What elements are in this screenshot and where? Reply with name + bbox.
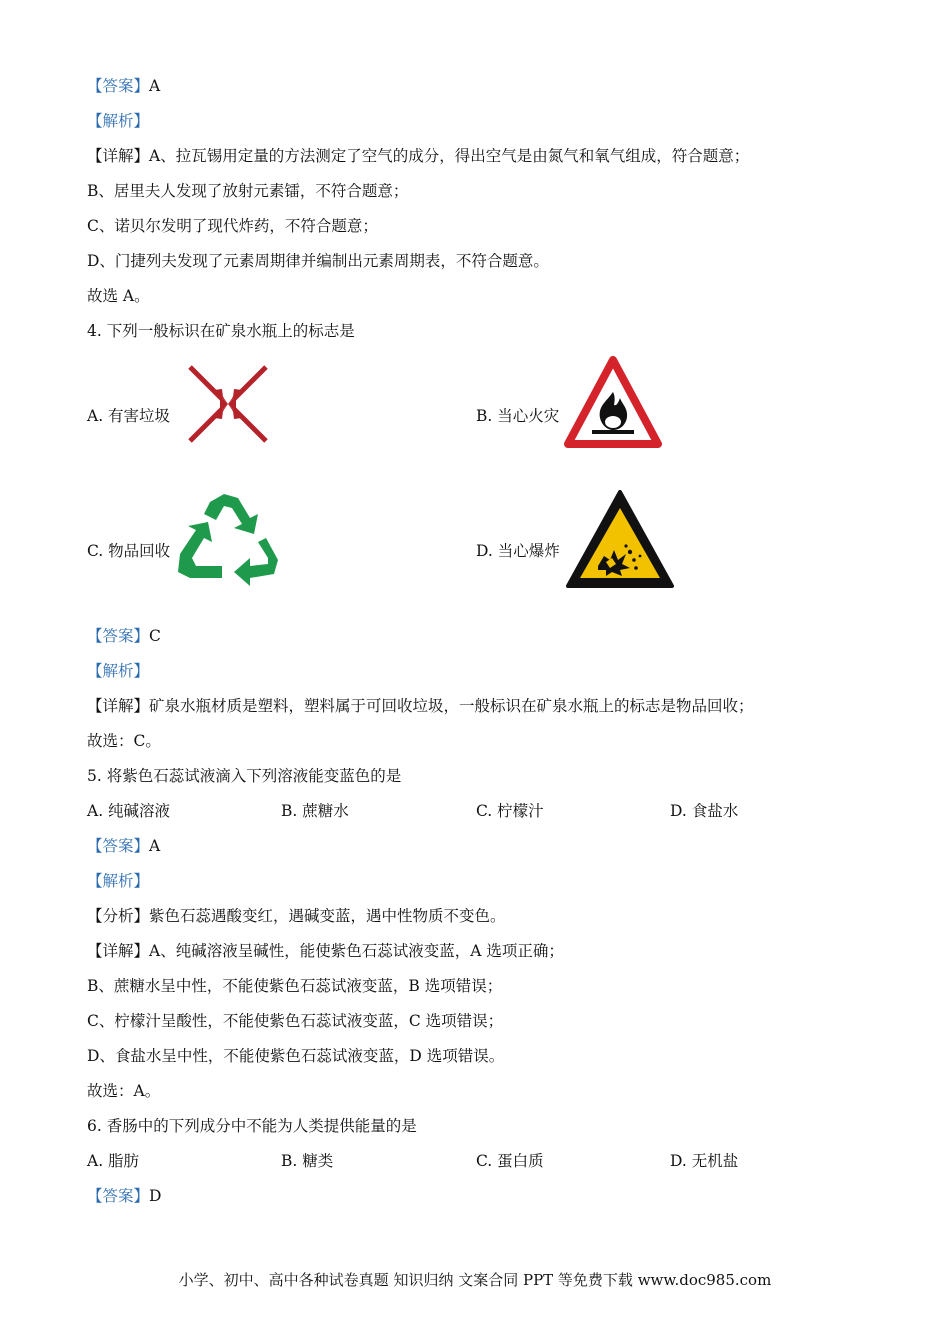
answer-tag: 【答案】 xyxy=(87,1187,150,1205)
recycle-icon xyxy=(172,492,282,590)
fire-warning-icon xyxy=(562,354,664,450)
explanation-line: C、柠檬汁呈酸性，不能使紫色石蕊试液变蓝，C 选项错误； xyxy=(87,1012,504,1030)
conclusion-line: 故选：C。 xyxy=(87,732,161,750)
detail-line: 【详解】A、纯碱溶液呈碱性，能使紫色石蕊试液变蓝，A 选项正确； xyxy=(87,942,564,960)
option-b: B. 糖类 xyxy=(281,1152,334,1170)
option-c-label: C. 物品回收 xyxy=(87,542,171,560)
answer-line xyxy=(87,626,161,646)
hazardous-waste-icon xyxy=(186,364,270,444)
answer-tag: 【答案】 xyxy=(87,627,150,645)
option-d: D. 食盐水 xyxy=(670,802,739,820)
explanation-line: D、门捷列夫发现了元素周期律并编制出元素周期表，不符合题意。 xyxy=(87,252,549,270)
conclusion-line: 故选 A。 xyxy=(87,287,150,305)
option-a: A. 纯碱溶液 xyxy=(87,802,171,820)
analysis-line: 【分析】紫色石蕊遇酸变红，遇碱变蓝，遇中性物质不变色。 xyxy=(87,907,506,925)
answer-line xyxy=(87,1186,161,1206)
option-b: B. 蔗糖水 xyxy=(281,802,349,820)
option-a-label: A. 有害垃圾 xyxy=(87,407,171,425)
answer-value: D xyxy=(149,1187,162,1205)
option-d-label: D. 当心爆炸 xyxy=(476,542,560,560)
explanation-line: C、诺贝尔发明了现代炸药，不符合题意； xyxy=(87,217,378,235)
question-6: 6. 香肠中的下列成分中不能为人类提供能量的是 xyxy=(87,1117,417,1135)
explanation-line: D、食盐水呈中性，不能使紫色石蕊试液变蓝，D 选项错误。 xyxy=(87,1047,505,1065)
detail-line: 【详解】矿泉水瓶材质是塑料，塑料属于可回收垃圾，一般标识在矿泉水瓶上的标志是物品回收； xyxy=(87,697,754,715)
answer-value: C xyxy=(149,627,161,645)
analysis-tag: 【解析】 xyxy=(87,662,150,680)
option-b-label: B. 当心火灾 xyxy=(476,407,560,425)
analysis-tag: 【解析】 xyxy=(87,872,150,890)
question-5: 5. 将紫色石蕊试液滴入下列溶液能变蓝色的是 xyxy=(87,767,402,785)
explanation-line: B、蔗糖水呈中性，不能使紫色石蕊试液变蓝，B 选项错误； xyxy=(87,977,503,995)
page-footer: 小学、初中、高中各种试卷真题 知识归纳 文案合同 PPT 等免费下载 www.doc985.com xyxy=(178,1271,772,1289)
answer-tag: 【答案】 xyxy=(87,837,150,855)
option-c: C. 蛋白质 xyxy=(476,1152,544,1170)
explanation-line: B、居里夫人发现了放射元素镭，不符合题意； xyxy=(87,182,409,200)
option-a: A. 脂肪 xyxy=(87,1152,140,1170)
question-4: 4. 下列一般标识在矿泉水瓶上的标志是 xyxy=(87,322,355,340)
analysis-tag: 【解析】 xyxy=(87,112,150,130)
option-d: D. 无机盐 xyxy=(670,1152,739,1170)
conclusion-line: 故选：A。 xyxy=(87,1082,161,1100)
option-c: C. 柠檬汁 xyxy=(476,802,544,820)
answer-tag: 【答案】 xyxy=(87,77,150,95)
answer-value: A xyxy=(149,77,161,95)
explosion-warning-icon xyxy=(564,488,676,592)
answer-line xyxy=(87,76,160,96)
detail-line: 【详解】A、拉瓦锡用定量的方法测定了空气的成分，得出空气是由氮气和氧气组成，符合题意； xyxy=(87,147,750,165)
answer-line xyxy=(87,836,160,856)
answer-value: A xyxy=(149,837,161,855)
